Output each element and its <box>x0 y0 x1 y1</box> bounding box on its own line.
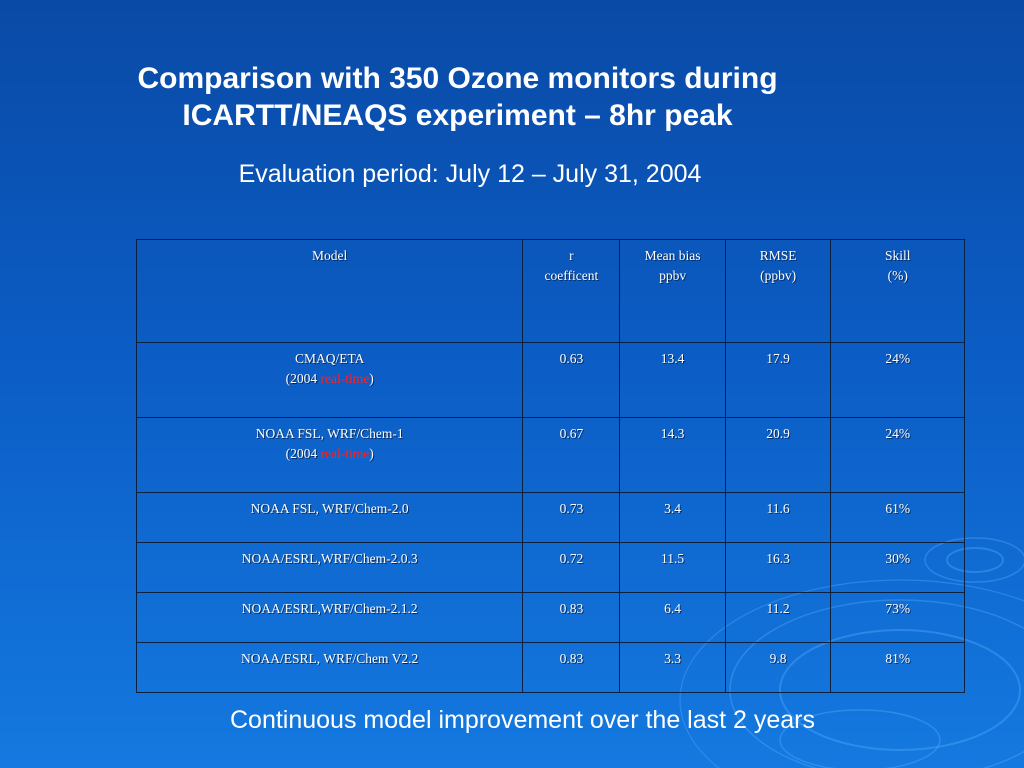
r-cell: 0.83 <box>523 593 620 643</box>
title-line-2: ICARTT/NEAQS experiment – 8hr peak <box>182 99 733 132</box>
header-mean-bias: Mean bias ppbv <box>620 240 725 343</box>
header-model: Model <box>137 240 523 343</box>
skill-cell: 73% <box>831 593 965 643</box>
skill-cell: 30% <box>831 543 965 593</box>
model-cell: CMAQ/ETA (2004 real-time) <box>137 343 523 418</box>
model-cell: NOAA/ESRL, WRF/Chem V2.2 <box>137 643 523 693</box>
r-cell: 0.73 <box>523 493 620 543</box>
r-cell: 0.83 <box>523 643 620 693</box>
table-row <box>137 343 965 418</box>
mean-bias-cell: 3.4 <box>620 493 725 543</box>
rmse-cell: 17.9 <box>725 343 831 418</box>
model-cell: NOAA FSL, WRF/Chem-1 (2004 real-time) <box>137 418 523 493</box>
header-skill: Skill (%) <box>831 240 965 343</box>
skill-cell: 24% <box>831 418 965 493</box>
mean-bias-cell: 14.3 <box>620 418 725 493</box>
slide-title <box>60 60 855 134</box>
model-cell: NOAA/ESRL,WRF/Chem-2.0.3 <box>137 543 523 593</box>
realtime-highlight: real-time <box>320 446 370 461</box>
table-row <box>137 643 965 693</box>
rmse-cell: 9.8 <box>725 643 831 693</box>
skill-cell: 61% <box>831 493 965 543</box>
model-cell: NOAA/ESRL,WRF/Chem-2.1.2 <box>137 593 523 643</box>
model-comparison-table <box>136 239 965 693</box>
model-cell: NOAA FSL, WRF/Chem-2.0 <box>137 493 523 543</box>
table-header-row <box>137 240 965 343</box>
rmse-cell: 11.2 <box>725 593 831 643</box>
rmse-cell: 20.9 <box>725 418 831 493</box>
mean-bias-cell: 6.4 <box>620 593 725 643</box>
realtime-highlight: real-time <box>320 371 370 386</box>
conclusion-text: Continuous model improvement over the last 2 years <box>229 706 815 734</box>
skill-cell: 24% <box>831 343 965 418</box>
rmse-cell: 11.6 <box>725 493 831 543</box>
skill-cell: 81% <box>831 643 965 693</box>
mean-bias-cell: 11.5 <box>620 543 725 593</box>
header-rmse: RMSE (ppbv) <box>725 240 831 343</box>
table-row <box>137 493 965 543</box>
rmse-cell: 16.3 <box>725 543 831 593</box>
table-row <box>137 593 965 643</box>
table-row <box>137 418 965 493</box>
mean-bias-cell: 13.4 <box>620 343 725 418</box>
mean-bias-cell: 3.3 <box>620 643 725 693</box>
evaluation-period: Evaluation period: July 12 – July 31, 2004 <box>238 160 702 188</box>
table-row <box>137 543 965 593</box>
title-line-1: Comparison with 350 Ozone monitors during <box>137 62 778 95</box>
r-cell: 0.72 <box>523 543 620 593</box>
r-cell: 0.63 <box>523 343 620 418</box>
r-cell: 0.67 <box>523 418 620 493</box>
header-r-coefficient: r coefficent <box>523 240 620 343</box>
